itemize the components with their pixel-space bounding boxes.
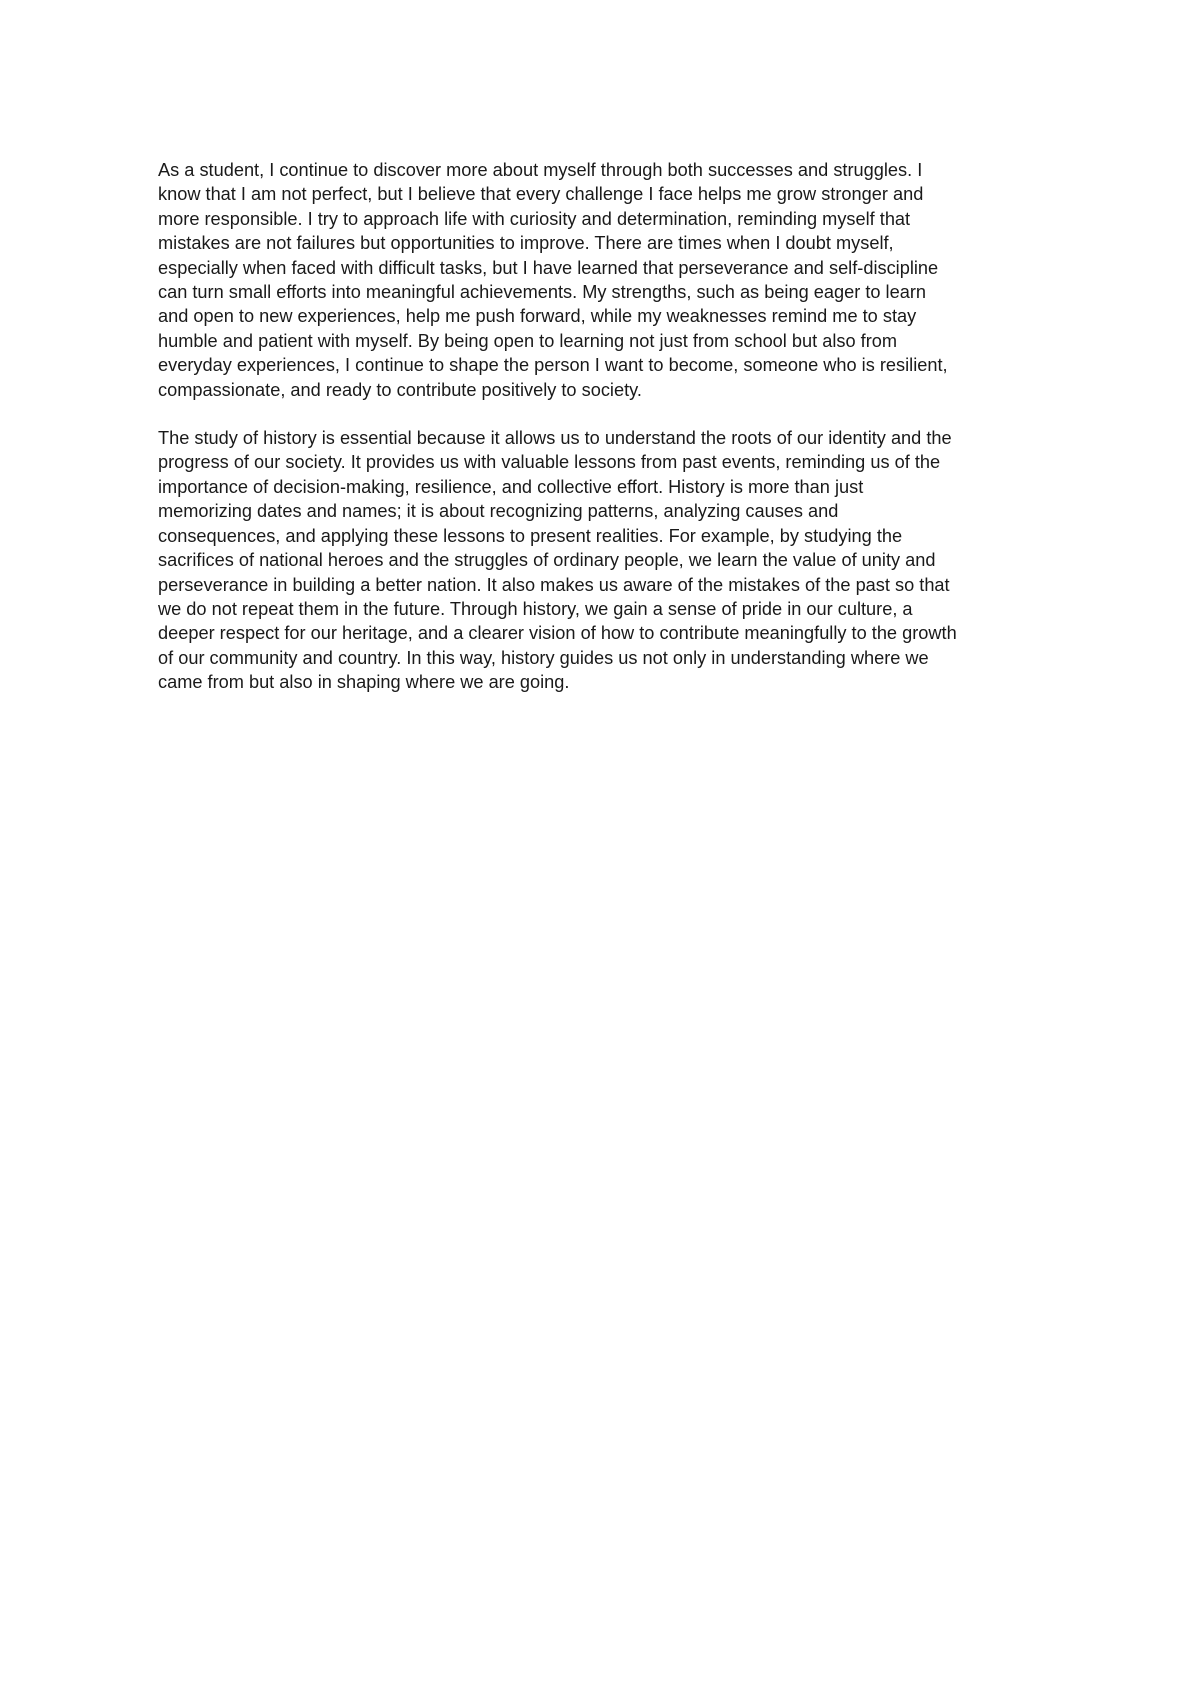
text-line: everyday experiences, I continue to shape the person I want to become, someone who is resilient, bbox=[158, 355, 948, 376]
text-line: perseverance in building a better nation. It also makes us aware of the mistakes of the past so that bbox=[158, 574, 950, 595]
document-body bbox=[158, 158, 1058, 719]
text-line: compassionate, and ready to contribute positively to society. bbox=[158, 379, 642, 400]
text-line: more responsible. I try to approach life with curiosity and determination, reminding myself that bbox=[158, 208, 911, 229]
text-line: memorizing dates and names; it is about recognizing patterns, analyzing causes and bbox=[158, 501, 839, 522]
text-line: can turn small efforts into meaningful achievements. My strengths, such as being eager to learn bbox=[158, 282, 926, 303]
text-line: mistakes are not failures but opportunities to improve. There are times when I doubt myself, bbox=[158, 233, 894, 254]
text-line: deeper respect for our heritage, and a clearer vision of how to contribute meaningfully to the growth bbox=[158, 623, 957, 644]
text-line: importance of decision-making, resilience, and collective effort. History is more than just bbox=[158, 476, 864, 497]
text-line: sacrifices of national heroes and the struggles of ordinary people, we learn the value of unity and bbox=[158, 550, 936, 571]
text-line: came from but also in shaping where we are going. bbox=[158, 672, 570, 693]
text-line: The study of history is essential because it allows us to understand the roots of our identity and the bbox=[158, 428, 952, 449]
text-line: of our community and country. In this way, history guides us not only in understanding where we bbox=[158, 647, 929, 668]
text-line: As a student, I continue to discover more about myself through both successes and struggles. I bbox=[158, 160, 923, 180]
text-line: we do not repeat them in the future. Through history, we gain a sense of pride in our culture, a bbox=[158, 598, 913, 619]
text-line: progress of our society. It provides us with valuable lessons from past events, reminding us of the bbox=[158, 452, 941, 473]
paragraph-study-of-history bbox=[158, 426, 1058, 694]
text-line: humble and patient with myself. By being open to learning not just from school but also from bbox=[158, 330, 898, 351]
text-line: and open to new experiences, help me push forward, while my weaknesses remind me to stay bbox=[158, 306, 917, 327]
text-line: consequences, and applying these lessons to present realities. For example, by studying the bbox=[158, 525, 903, 546]
text-line: especially when faced with difficult tasks, but I have learned that perseverance and self-discipline bbox=[158, 257, 939, 278]
paragraph-self-reflection bbox=[158, 158, 1058, 402]
text-line: know that I am not perfect, but I believe that every challenge I face helps me grow stronger and bbox=[158, 184, 924, 205]
